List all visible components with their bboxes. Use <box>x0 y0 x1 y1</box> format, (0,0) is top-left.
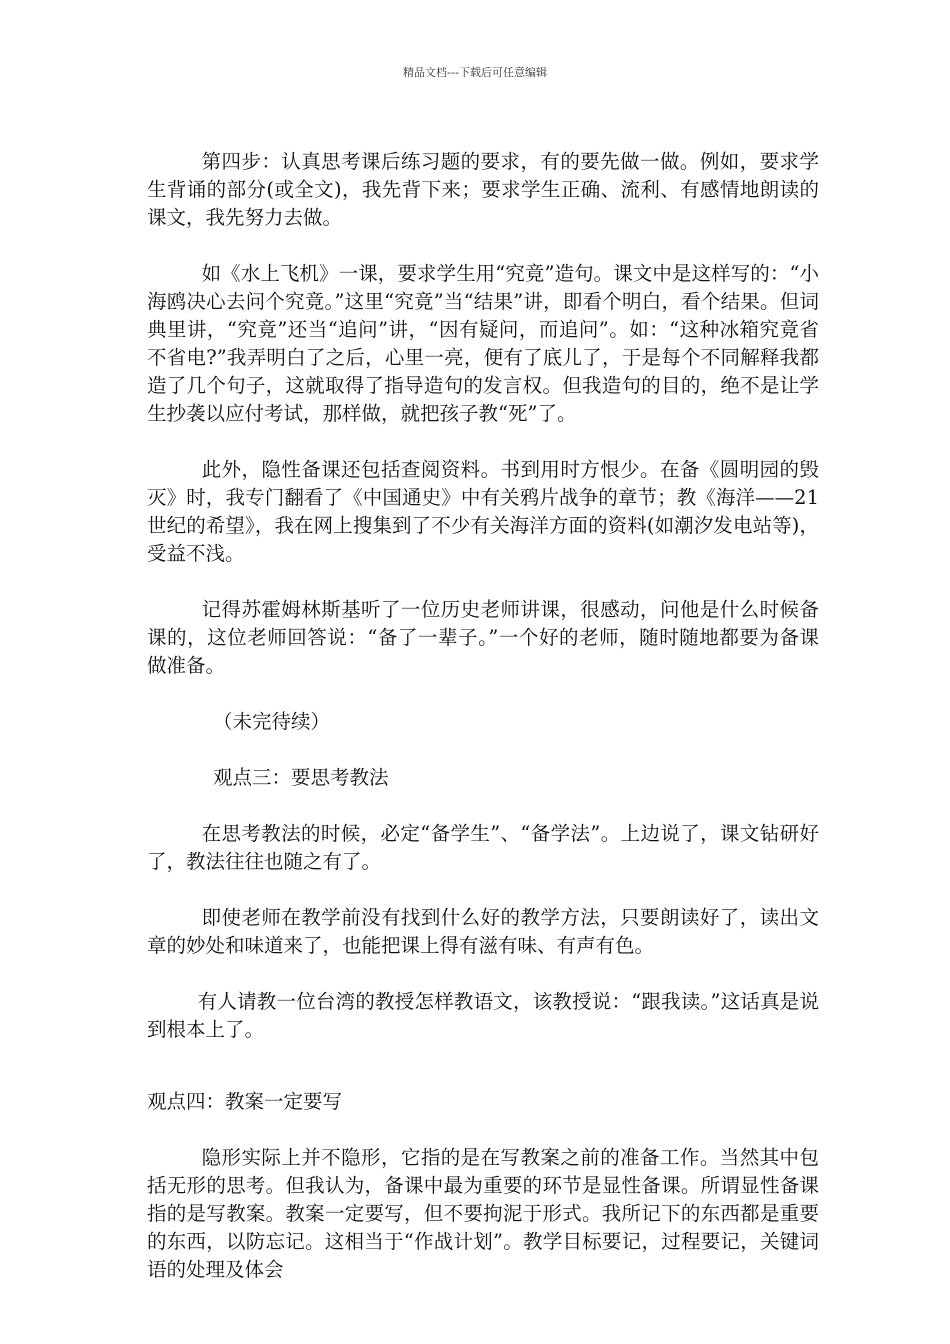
page-header: 精品文档---下载后可任意编辑 <box>403 66 547 79</box>
paragraph-step-four: 第四步：认真思考课后练习题的要求，有的要先做一做。例如，要求学生背诵的部分(或全文)，我先背下来；要求学生正确、流利、有感情地朗读的课文，我先努力去做。 <box>147 150 819 229</box>
paragraph-taiwan-professor: 有人请教一位台湾的教授怎样教语文，该教授说：“跟我读。”这话真是说到根本上了。 <box>147 990 819 1041</box>
section-heading-viewpoint-three: 观点三：要思考教法 <box>213 766 389 789</box>
document-body <box>147 148 819 1284</box>
section-heading-viewpoint-four: 观点四：教案一定要写 <box>147 1090 343 1113</box>
paragraph-lesson-plan: 隐形实际上并不隐形，它指的是在写教案之前的准备工作。当然其中包括无形的思考。但我认为，备课中最为重要的环节是显性备课。所谓显性备课指的是写教案。教案一定要写，但不要拘泥于形式。我所记下的东西都是重要的东西，以防忘记。这相当于“作战计划”。教学目标要记，过程要记，关键词语的处理及体会 <box>147 1146 819 1281</box>
paragraph-sukhomlinsky: 记得苏霍姆林斯基听了一位历史老师讲课，很感动，问他是什么时候备课的，这位老师回答说：“备了一辈子。”一个好的老师，随时随地都要为备课做准备。 <box>147 598 819 677</box>
paragraph-teaching-method: 在思考教法的时候，必定“备学生”、“备学法”。上边说了，课文钻研好了，教法往往也随之有了。 <box>147 822 819 873</box>
paragraph-reading-aloud: 即使老师在教学前没有找到什么好的教学方法，只要朗读好了，读出文章的妙处和味道来了，也能把课上得有滋有味、有声有色。 <box>147 906 819 957</box>
to-be-continued: （未完待续） <box>213 710 331 733</box>
paragraph-research-materials: 此外，隐性备课还包括查阅资料。书到用时方恨少。在备《圆明园的毁灭》时，我专门翻看了《中国通史》中有关鸦片战争的章节；教《海洋——21世纪的希望》，我在网上搜集到了不少有关海洋方面的资料(如潮汐发电站等)，受益不浅。 <box>147 458 819 565</box>
paragraph-example-jiujing: 如《水上飞机》一课，要求学生用“究竟”造句。课文中是这样写的：“小海鸥决心去问个究竟。”这里“究竟”当“结果”讲，即看个明白，看个结果。但词典里讲，“究竟”还当“追问”讲，“因有疑问，而追问”。如：“这种冰箱究竟省不省电?”我弄明白了之后，心里一亮，便有了底儿了，于是每个不同解释我都造了几个句子，这就取得了指导造句的发言权。但我造句的目的，绝不是让学生抄袭以应付考试，那样做，就把孩子教“死”了。 <box>147 262 819 425</box>
